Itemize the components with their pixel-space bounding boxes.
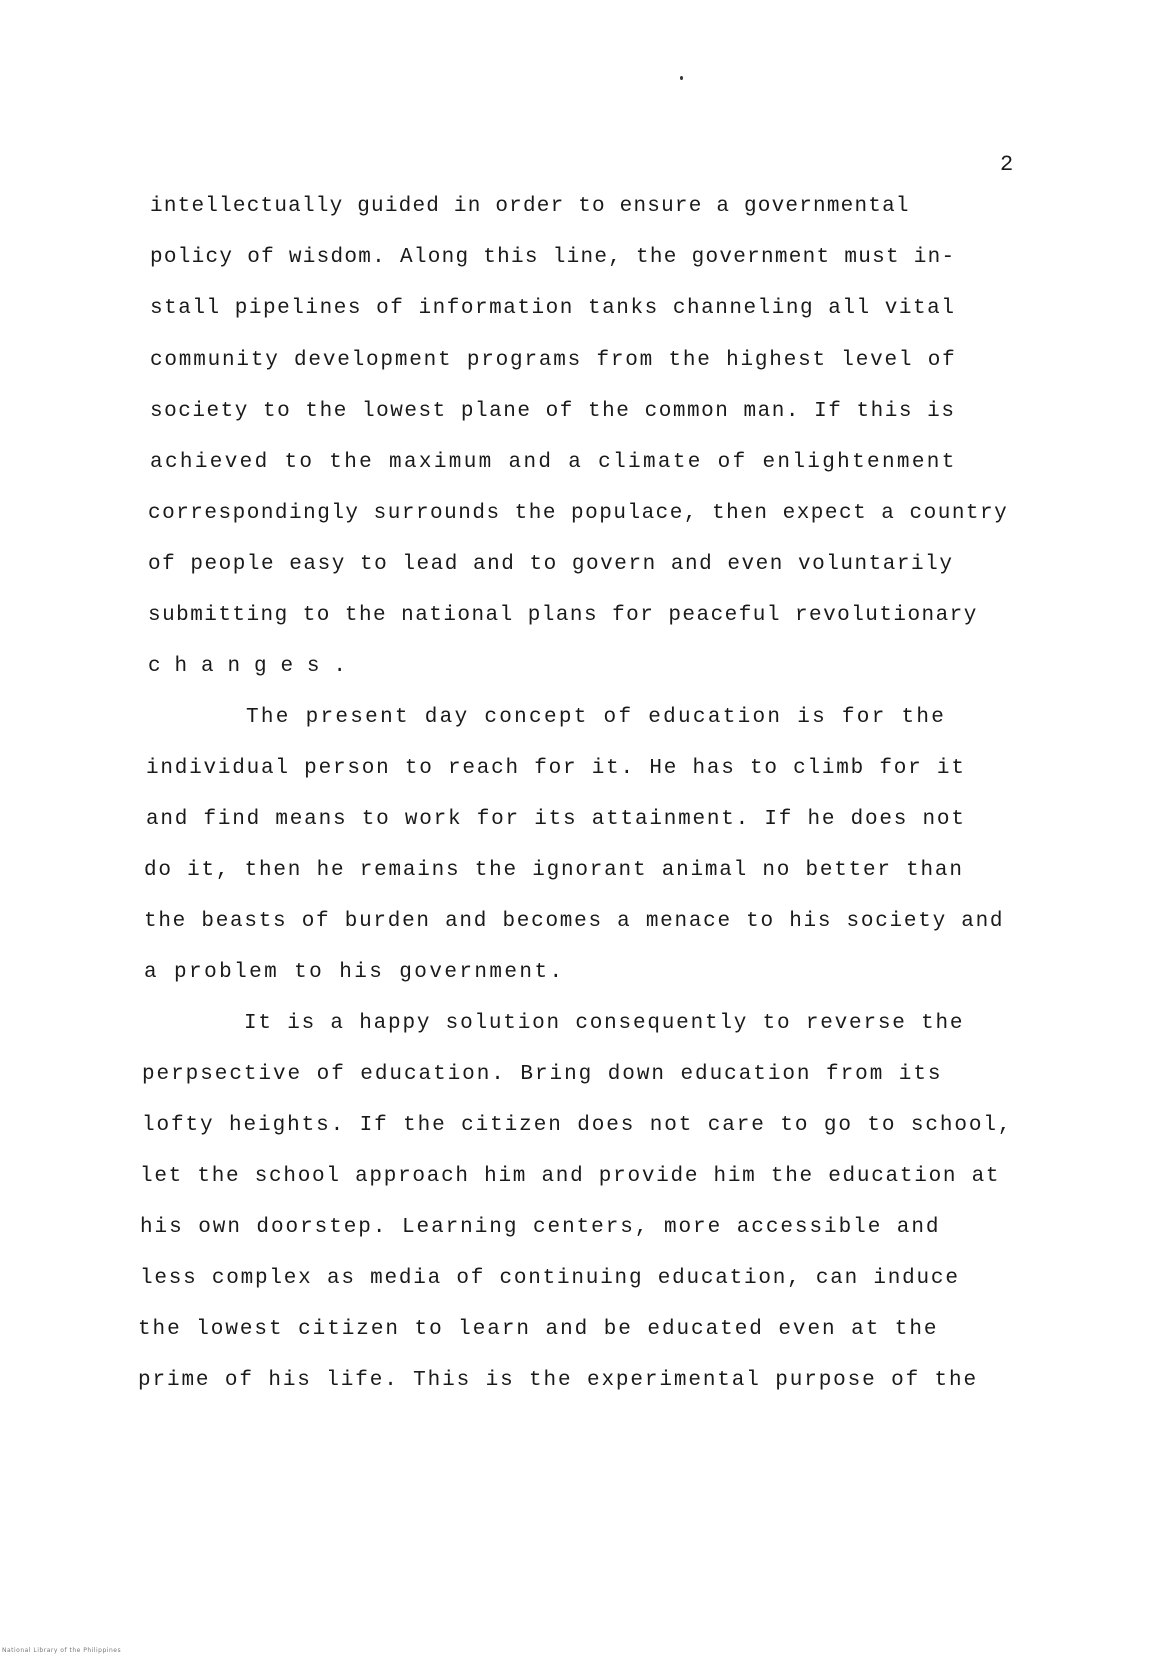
scan-speck	[680, 76, 683, 80]
footer-stamp: National Library of the Philippines	[2, 1647, 122, 1654]
text-line: less complex as media of continuing education, can induce	[140, 1267, 960, 1290]
text-line: It is a happy solution consequently to reverse the	[244, 1012, 965, 1035]
text-line: individual person to reach for it. He has to climb for it	[146, 757, 966, 780]
text-line: the beasts of burden and becomes a menace to his society and	[144, 910, 1005, 933]
text-line: stall pipelines of information tanks channeling all vital	[150, 297, 956, 320]
text-line: perpsective of education. Bring down education from its	[142, 1063, 943, 1086]
text-line: lofty heights. If the citizen does not care to go to school,	[142, 1114, 1013, 1137]
text-line: intellectually guided in order to ensure a governmental	[150, 195, 910, 218]
text-line: of people easy to lead and to govern and even voluntarily	[148, 553, 954, 576]
text-line: achieved to the maximum and a climate of enlightenment	[150, 451, 957, 474]
text-line: let the school approach him and provide him the education at	[140, 1165, 1001, 1188]
text-line: community development programs from the highest level of	[150, 349, 957, 372]
text-line: a problem to his government.	[144, 961, 565, 984]
text-line: correspondingly surrounds the populace, then expect a country	[148, 502, 1009, 525]
text-line: changes.	[148, 655, 360, 678]
text-line: The present day concept of education is for the	[246, 706, 947, 729]
text-line: policy of wisdom. Along this line, the government must in-	[150, 246, 956, 269]
text-line: prime of his life. This is the experimental purpose of the	[138, 1369, 978, 1392]
text-line: do it, then he remains the ignorant animal no better than	[144, 859, 964, 882]
text-line: society to the lowest plane of the common man. If this is	[150, 400, 956, 423]
page-number: 2	[1000, 152, 1015, 177]
text-line: and find means to work for its attainment. If he does not	[146, 808, 966, 831]
text-line: the lowest citizen to learn and be educated even at the	[138, 1318, 939, 1341]
text-line: submitting to the national plans for peaceful revolutionary	[148, 604, 978, 627]
text-line: his own doorstep. Learning centers, more accessible and	[140, 1216, 941, 1239]
